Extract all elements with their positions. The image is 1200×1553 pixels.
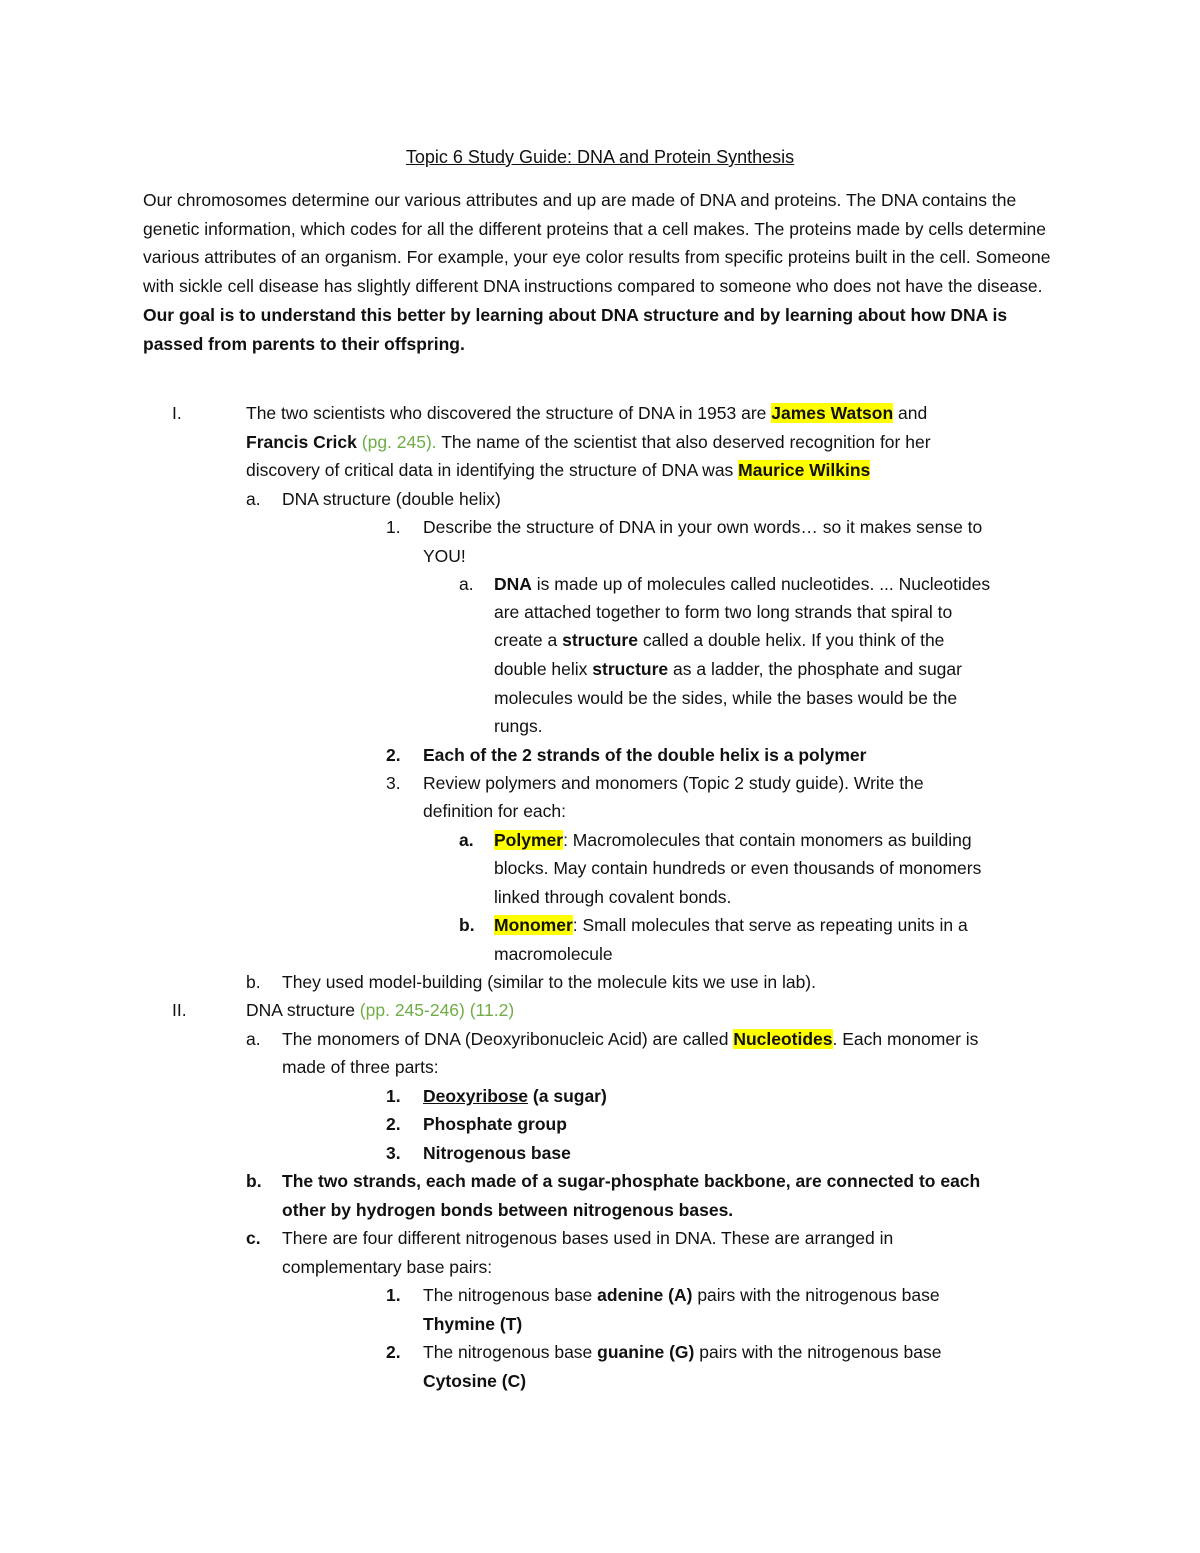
section-2b-label: b. — [246, 1171, 262, 1191]
deoxyribose-term: Deoxyribose — [423, 1086, 529, 1106]
section-2b-line-2: other by hydrogen bonds between nitrogenous bases. — [282, 1200, 734, 1220]
item-1a-text: double helix — [494, 659, 593, 679]
item-1-line-2: YOU! — [423, 546, 466, 566]
page-reference: (pg. 245). — [361, 432, 437, 452]
section-1-text: and — [893, 403, 928, 423]
section-2c-label: c. — [246, 1228, 261, 1248]
intro-text: Our chromosomes determine our various attributes and up are made of DNA and proteins. The DNA contains the genetic information, which codes for all the different proteins that a cell makes. The proteins made by cells determine various attributes of an organism. For example, your eye color results from specific proteins built in the cell. Someone with sickle cell disease has slightly different DNA instructions compared to someone who does not have the disease. — [143, 190, 1051, 297]
pair-1-text: The nitrogenous base — [423, 1285, 598, 1305]
adenine-term: adenine (A) — [597, 1285, 693, 1305]
part-3-label: 3. — [386, 1143, 401, 1163]
section-2a-label: a. — [246, 1029, 261, 1049]
intro-goal: Our goal is to understand this better by learning about DNA structure and by learning about how DNA is passed from parents to their offspring. — [143, 304, 1008, 354]
highlight-wilkins: Maurice Wilkins — [738, 460, 871, 480]
item-3a-text: : Macromolecules that contain monomers as building — [563, 830, 972, 850]
item-1a-line-1 — [494, 571, 990, 597]
pair-2-text: pairs with the nitrogenous base — [694, 1342, 942, 1362]
item-1a-label: a. — [459, 574, 474, 594]
section-2a-text: . Each monomer is — [832, 1029, 979, 1049]
item-1-label: 1. — [386, 517, 401, 537]
page-title: Topic 6 Study Guide: DNA and Protein Synthesis — [405, 147, 795, 167]
pair-1-label: 1. — [386, 1285, 401, 1305]
item-1a-text: create a — [494, 630, 563, 650]
part-1-text — [423, 1083, 607, 1109]
section-2-label: II. — [172, 1000, 187, 1020]
pair-2-text: The nitrogenous base — [423, 1342, 598, 1362]
section-2a-line-2: made of three parts: — [282, 1057, 439, 1077]
item-2-label: 2. — [386, 745, 401, 765]
section-2a-text: The monomers of DNA (Deoxyribonucleic Acid) are called — [282, 1029, 734, 1049]
subsection-a-label: a. — [246, 489, 261, 509]
section-1-text: discovery of critical data in identifying the structure of DNA was — [246, 460, 739, 480]
pair-2-line-1 — [423, 1339, 941, 1365]
item-3b-label: b. — [459, 915, 475, 935]
structure-term: structure — [592, 659, 669, 679]
item-3a-label: a. — [459, 830, 474, 850]
section-1-text: The two scientists who discovered the structure of DNA in 1953 are — [246, 403, 772, 423]
part-1-rest: (a sugar) — [528, 1086, 607, 1106]
item-1a-line-2: are attached together to form two long strands that spiral to — [494, 602, 953, 622]
guanine-term: guanine (G) — [597, 1342, 695, 1362]
item-3a-line-1 — [494, 827, 972, 853]
page-reference: (pp. 245-246) (11.2) — [359, 1000, 515, 1020]
section-1-label: I. — [172, 403, 182, 423]
section-2b-line-1: The two strands, each made of a sugar-phosphate backbone, are connected to each — [282, 1171, 981, 1191]
section-2a-line-1 — [282, 1026, 978, 1052]
subsection-b-label: b. — [246, 972, 261, 992]
item-3-label: 3. — [386, 773, 401, 793]
section-2c-line-2: complementary base pairs: — [282, 1257, 493, 1277]
part-1-label: 1. — [386, 1086, 401, 1106]
item-1a-line-3 — [494, 627, 944, 653]
dna-term: DNA — [494, 574, 532, 594]
section-1-line-3 — [246, 457, 870, 483]
cytosine-term: Cytosine (C) — [423, 1371, 527, 1391]
item-3a-line-2: blocks. May contain hundreds or even thousands of monomers — [494, 858, 982, 878]
highlight-nucleotides: Nucleotides — [733, 1029, 833, 1049]
part-3-text: Nitrogenous base — [423, 1143, 571, 1163]
item-2-text: Each of the 2 strands of the double helix is a polymer — [423, 745, 867, 765]
item-3a-line-3: linked through covalent bonds. — [494, 887, 732, 907]
item-1a-line-4 — [494, 656, 962, 682]
item-1a-line-5: molecules would be the sides, while the bases would be the — [494, 688, 958, 708]
intro-paragraph — [143, 186, 1063, 358]
item-1a-line-6: rungs. — [494, 716, 543, 736]
item-3-line-1: Review polymers and monomers (Topic 2 study guide). Write the — [423, 773, 924, 793]
section-1-line-1 — [246, 400, 927, 426]
part-2-label: 2. — [386, 1114, 401, 1134]
item-3b-text: : Small molecules that serve as repeating units in a — [572, 915, 968, 935]
crick-name: Francis Crick — [246, 432, 357, 452]
part-2-text: Phosphate group — [423, 1114, 567, 1134]
highlight-watson: James Watson — [771, 403, 894, 423]
section-2-heading — [246, 997, 514, 1023]
item-3b-line-1 — [494, 912, 968, 938]
section-1-line-2 — [246, 429, 931, 455]
item-3-line-2: definition for each: — [423, 801, 567, 821]
subsection-a-text: DNA structure (double helix) — [282, 489, 501, 509]
item-1a-text: as a ladder, the phosphate and sugar — [668, 659, 962, 679]
thymine-term: Thymine (T) — [423, 1314, 523, 1334]
item-3b-line-2: macromolecule — [494, 944, 613, 964]
item-1a-text: is made up of molecules called nucleotides. ... Nucleotides — [531, 574, 991, 594]
section-1-text: The name of the scientist that also deserved recognition for her — [436, 432, 931, 452]
pair-2-label: 2. — [386, 1342, 401, 1362]
item-1-line-1: Describe the structure of DNA in your own words… so it makes sense to — [423, 517, 983, 537]
highlight-monomer: Monomer — [494, 915, 573, 935]
section-2c-line-1: There are four different nitrogenous bases used in DNA. These are arranged in — [282, 1228, 894, 1248]
pair-1-text: pairs with the nitrogenous base — [692, 1285, 940, 1305]
highlight-polymer: Polymer — [494, 830, 564, 850]
structure-term: structure — [562, 630, 638, 650]
pair-1-line-1 — [423, 1282, 940, 1308]
subsection-b-text: They used model-building (similar to the molecule kits we use in lab). — [282, 972, 816, 992]
item-1a-text: called a double helix. If you think of the — [637, 630, 945, 650]
section-2-text: DNA structure — [246, 1000, 360, 1020]
